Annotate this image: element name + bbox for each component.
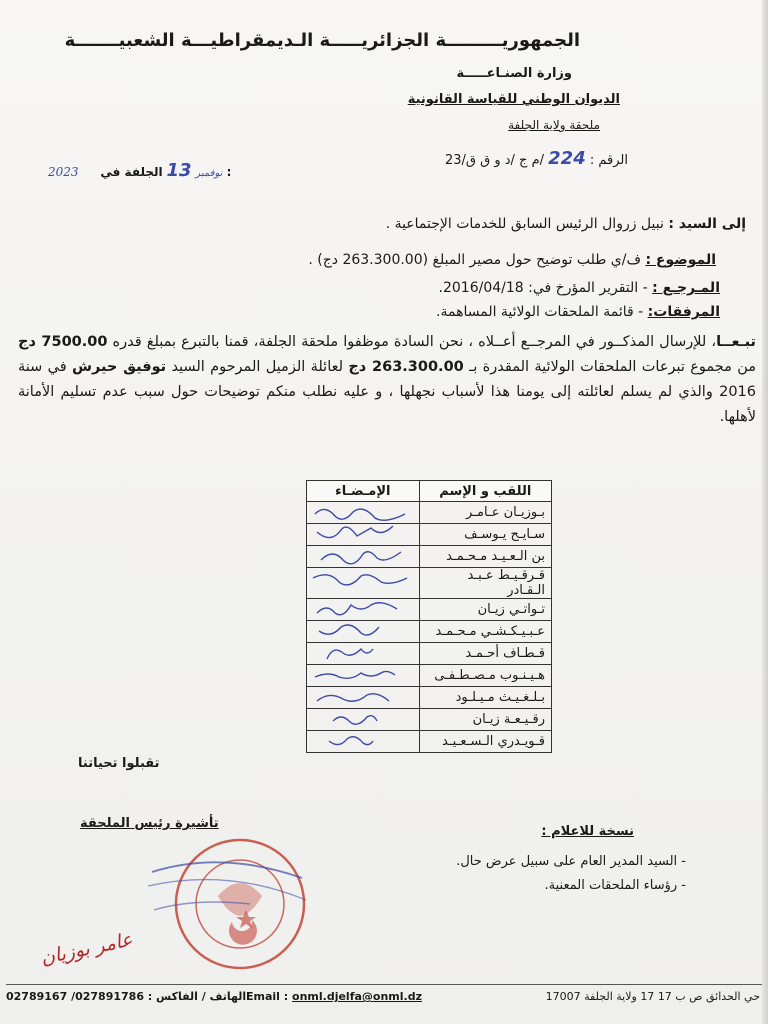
signature-scribble	[307, 502, 419, 523]
subject-line	[308, 252, 716, 268]
date-line	[48, 160, 231, 181]
copy-item: - السيد المدير العام على سبيل عرض حال.	[456, 854, 686, 869]
signer-name: سـايـح يـوسـف	[419, 524, 551, 546]
date-day: 13	[166, 160, 192, 181]
table-row	[307, 665, 552, 687]
subject-text: ف/ي طلب توضيح حول مصير المبلغ (263.300.00 دج) .	[308, 252, 646, 268]
date-place: الجلفة في :	[100, 165, 232, 179]
reference-number-line	[445, 148, 628, 169]
body-name: توفيق حيرش	[71, 359, 167, 375]
table-row	[307, 568, 552, 599]
official-stamp	[148, 826, 310, 976]
annex-name-text: ملحقة ولاية الجلفة	[508, 118, 600, 132]
body-part4: في سنة 2016 والذي لم يسلم لعائلته إلى يومنا هذا لأسباب نجهلها ، و عليه نطلب منكم توضيحات حول سبب عدم تسليم الأمانة لأهلها.	[18, 359, 756, 425]
date-year: 2023	[48, 165, 79, 179]
signature-scribble	[307, 546, 419, 567]
reference-doc-label: المـرجـع :	[652, 280, 720, 296]
signer-signature	[307, 599, 420, 621]
footer-address: حي الحدائق ص ب 17 17 ولاية الجلفة 17007	[545, 990, 760, 1003]
signer-signature	[307, 524, 420, 546]
signer-signature	[307, 502, 420, 524]
signer-name: قـطـاف أحـمـد	[419, 643, 551, 665]
body-lead: تبـعــا	[716, 334, 756, 350]
table-row	[307, 502, 552, 524]
header-name: اللقب و الإسم	[419, 481, 551, 502]
signature-scribble	[307, 568, 419, 589]
signature-scribble	[307, 621, 419, 642]
signer-name: عـبـيـكـشـي مـحـمـد	[419, 621, 551, 643]
copy-title	[541, 824, 634, 839]
table-row	[307, 687, 552, 709]
signer-name: بن الـعـيـد مـحـمـد	[419, 546, 551, 568]
footer-phone: الهاتف / الفاكس : 027891786/ 02789167	[6, 990, 247, 1003]
signer-name: تـواتـي زيـان	[419, 599, 551, 621]
closing-text: تقبلوا تحياتنا	[78, 756, 160, 771]
table-header-row	[307, 481, 552, 502]
signer-signature	[307, 709, 420, 731]
subject-label: الموضوع :	[645, 252, 716, 268]
signer-signature	[307, 643, 420, 665]
signature-scribble	[307, 687, 419, 708]
signer-signature	[307, 621, 420, 643]
office-name	[408, 92, 620, 107]
body-part3: لعائلة الزميل المرحوم السيد	[166, 359, 349, 375]
footer-email-label: Email :	[246, 990, 289, 1003]
signer-name: بـوزيـان عـامـر	[419, 502, 551, 524]
annex-name	[508, 118, 600, 132]
reference-doc-text: - التقرير المؤرخ في: 2016/04/18.	[438, 280, 653, 296]
table-row	[307, 546, 552, 568]
page-edge	[762, 0, 768, 1024]
recipient-label: إلى السيد :	[668, 216, 746, 232]
body-paragraph	[18, 330, 756, 430]
signer-signature	[307, 546, 420, 568]
reference-label: الرقم :	[589, 153, 628, 168]
attachments-text: - قائمة الملحقات الولائية المساهمة.	[436, 304, 648, 320]
body-part2: من مجموع تبرعات الملحقات الولائية المقدرة بـ	[463, 359, 756, 375]
attachments-label: المرفقات:	[647, 304, 720, 320]
footer-email-address: onml.djelfa@onml.dz	[292, 990, 422, 1003]
body-part1: ، للإرسال المذكــور في المرجــع أعــلاه ، نحن السادة موظفوا ملحقة الجلفة، قمنا بالتبرع بمبلغ قدره	[107, 334, 717, 350]
body-amount1: 7500.00 دج	[18, 334, 108, 350]
table-row	[307, 599, 552, 621]
signer-name: بـلـغـيـث مـيـلـود	[419, 687, 551, 709]
signature-scribble	[307, 599, 419, 620]
signature-scribble	[307, 665, 419, 686]
reference-doc-line	[439, 280, 720, 296]
reference-code: /م ج /د و ق ق/23	[444, 153, 545, 168]
signatures-table	[306, 480, 552, 753]
office-name-text: الديوان الوطني للقياسة القانونية	[407, 92, 620, 107]
attachments-line	[436, 304, 720, 320]
signatures-table-body	[307, 502, 552, 753]
table-row	[307, 621, 552, 643]
signature-scribble	[307, 731, 419, 752]
visa-label-text: تأشيرة رئيس الملحقة	[80, 816, 219, 831]
body-amount2: 263.300.00 دج	[348, 359, 464, 375]
copy-item: - رؤساء الملحقات المعنية.	[544, 878, 686, 893]
table-row	[307, 731, 552, 753]
ministry-name: وزارة الصنـاعـــــة	[456, 66, 572, 81]
signature-scribble	[307, 524, 419, 545]
recipient-line	[386, 216, 746, 232]
header-signature: الإمـضـاء	[307, 481, 420, 502]
date-month: نوفمبر	[195, 168, 223, 179]
handwritten-signature: عامر بوزيان	[38, 928, 135, 970]
signer-name: قـرقـيـط عـبـد الـقـادر	[419, 568, 551, 599]
table-row	[307, 709, 552, 731]
table-row	[307, 643, 552, 665]
table-row	[307, 524, 552, 546]
signer-signature	[307, 568, 420, 599]
signer-name: قـويـدري الـسـعـيـد	[419, 731, 551, 753]
signer-signature	[307, 665, 420, 687]
reference-number: 224	[548, 148, 586, 169]
footer-email	[246, 990, 422, 1003]
signer-name: هـيـنـوب مـصـطـفـى	[419, 665, 551, 687]
signer-signature	[307, 731, 420, 753]
recipient-text: نبيل زروال الرئيس السابق للخدمات الإجتماعية .	[385, 216, 669, 232]
republic-header: الجمهوريـــــــــة الجزائريـــــة الـديمقراطيـــة الشعبيـــــــة	[64, 30, 580, 51]
copy-title-text: نسخة للاعلام :	[541, 824, 634, 839]
signature-scribble	[307, 643, 419, 664]
footer-divider	[6, 984, 762, 985]
signature-scribble	[307, 709, 419, 730]
signer-name: رقـيـعـة زيـان	[419, 709, 551, 731]
signer-signature	[307, 687, 420, 709]
